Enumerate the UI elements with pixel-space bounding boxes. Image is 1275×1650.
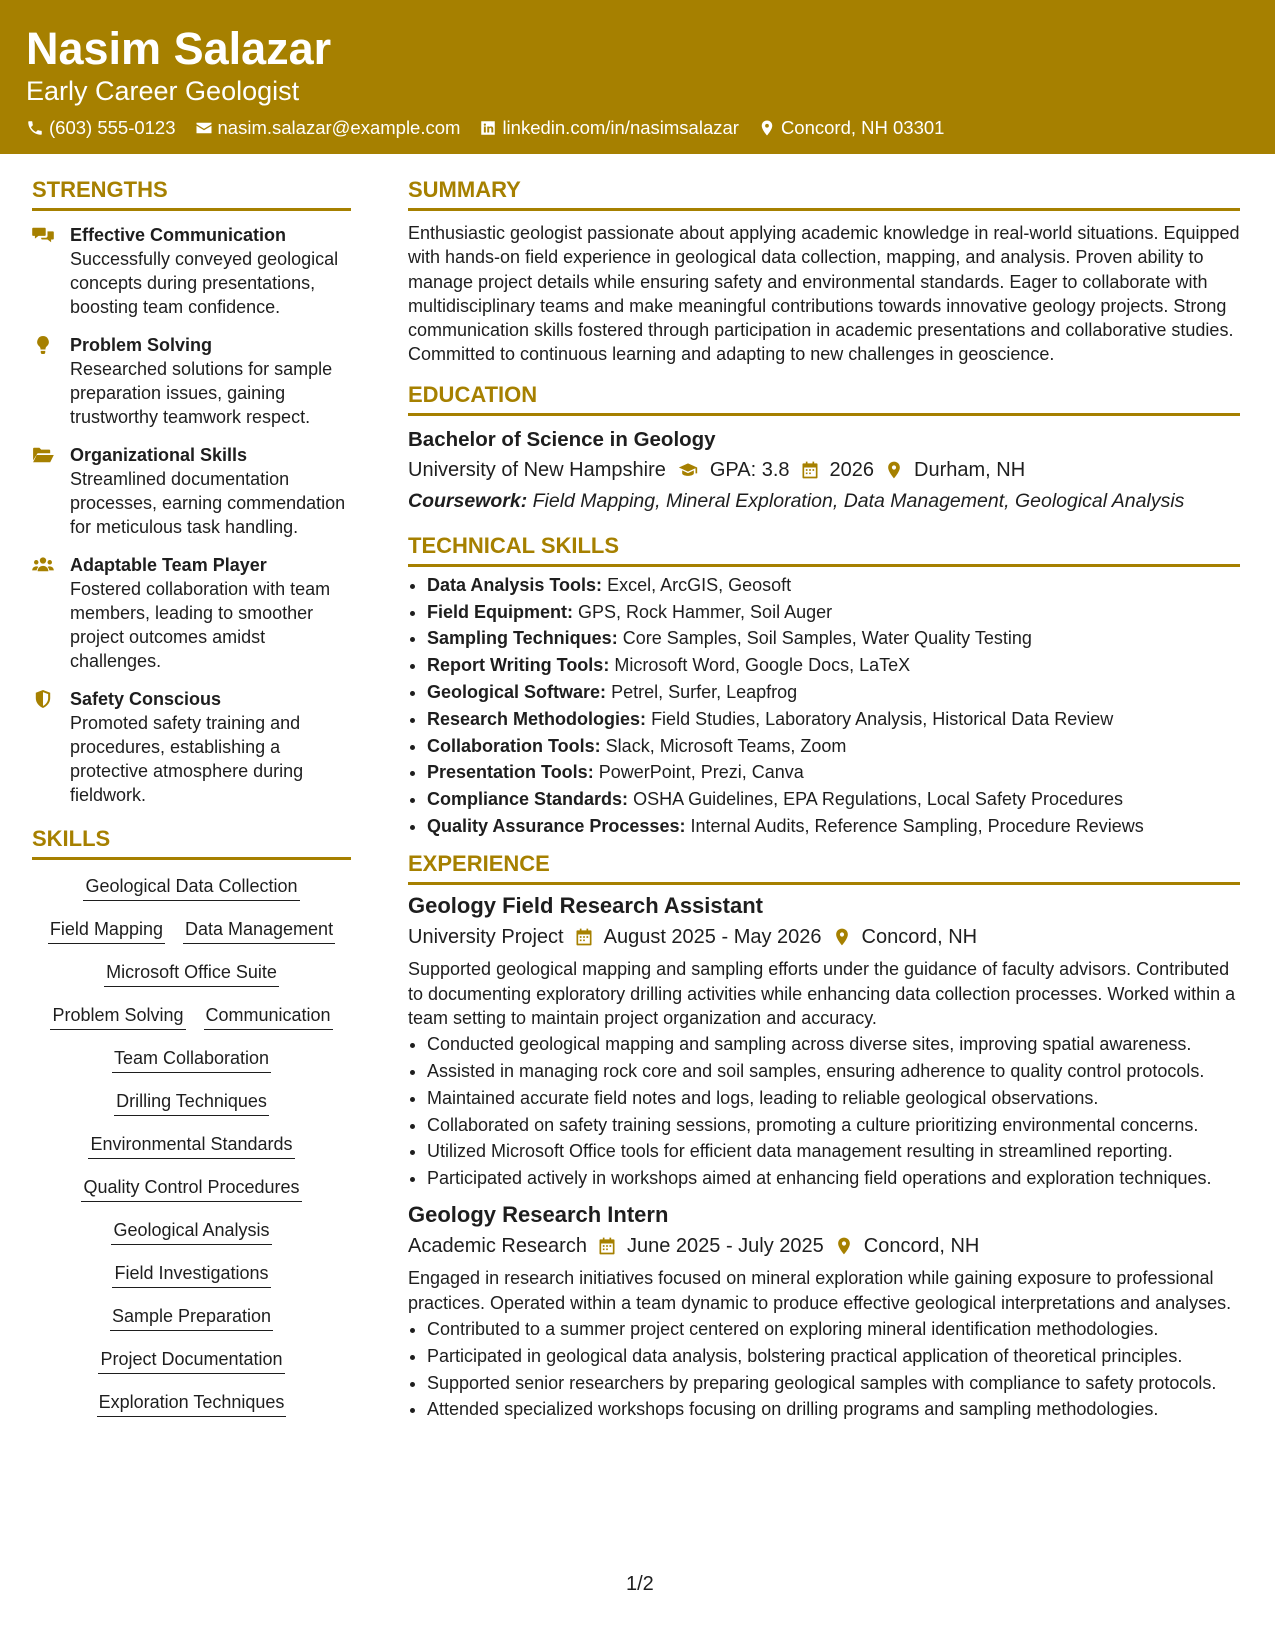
tech-skill-item: • Geological Software: Petrel, Surfer, Leapfrog	[427, 680, 1240, 704]
job-bullet: • Utilized Microsoft Office tools for efficient data management resulting in streamlined reporting.	[427, 1139, 1240, 1163]
shield-icon	[32, 690, 54, 708]
job-title: Geology Field Research Assistant	[408, 893, 763, 919]
strength-title: Adaptable Team Player	[70, 555, 267, 575]
summary-text: Enthusiastic geologist passionate about applying academic knowledge in real-world situations. Equipped with hands-on field experience in geological data collection, mapping, and analysis. Proven ability to manage project details while ensuring safety and environmental standards. Eager to collaborate with multidisciplinary teams and make meaningful contributions towards innovative geology projects. Strong communication skills fostered through participation in academic presentations and collaborative studies. Committed to continuous learning and adapting to new challenges in geoscience.	[408, 223, 1240, 365]
technical-skills-list	[408, 573, 1240, 838]
tech-skill-item: • Research Methodologies: Field Studies, Laboratory Analysis, Historical Data Review	[427, 707, 1240, 731]
tech-skill-item: • Sampling Techniques: Core Samples, Soil Samples, Water Quality Testing	[427, 626, 1240, 650]
strength-title: Safety Conscious	[70, 689, 222, 709]
tech-skill-item: • Field Equipment: GPS, Rock Hammer, Soil Auger	[427, 600, 1240, 624]
candidate-role: Early Career Geologist	[26, 76, 300, 106]
education-heading: EDUCATION	[408, 381, 1240, 416]
comments-icon	[32, 226, 54, 244]
candidate-name: Nasim Salazar	[26, 23, 332, 74]
job-meta	[408, 1230, 1240, 1262]
job-org: Academic Research	[408, 1235, 587, 1258]
skill-tag: Team Collaboration	[112, 1046, 271, 1073]
strength-item	[32, 443, 351, 539]
strength-title: Problem Solving	[70, 335, 213, 355]
strength-desc: Successfully conveyed geological concepts during presentations, boosting team confidence.	[70, 249, 339, 317]
school-location: Durham, NH	[914, 458, 1026, 481]
envelope-icon	[195, 119, 213, 137]
job-bullets	[408, 1032, 1240, 1190]
skill-tag: Geological Analysis	[111, 1218, 271, 1245]
job-bullets	[408, 1317, 1240, 1422]
skill-tag: Drilling Techniques	[114, 1089, 269, 1116]
strengths-heading: STRENGTHS	[32, 176, 351, 211]
phone-icon	[26, 119, 44, 137]
left-column	[32, 176, 351, 1417]
contact-email[interactable]	[195, 116, 461, 140]
skill-tag: Microsoft Office Suite	[104, 960, 279, 987]
coursework-list: Field Mapping, Mineral Exploration, Data Management, Geological Analysis	[532, 489, 1185, 512]
job-location: Concord, NH	[861, 926, 978, 949]
location-text: Concord, NH 03301	[780, 117, 945, 138]
strength-desc: Fostered collaboration with team members, leading to smoother project outcomes amidst challenges.	[70, 579, 331, 671]
skills-heading: SKILLS	[32, 825, 351, 860]
experience-heading: EXPERIENCE	[408, 850, 1240, 885]
calendar-icon	[597, 1236, 617, 1256]
strength-desc: Streamlined documentation processes, earning commendation for meticulous task handling.	[70, 469, 346, 537]
strengths-list	[32, 221, 351, 807]
strength-title: Effective Communication	[70, 225, 287, 245]
job-description: Supported geological mapping and sampling efforts under the guidance of faculty advisors. Contributed to documenting exploratory drilling activities while enhancing data collection processes. Worked within a team setting to maintain project organization and accuracy.	[408, 959, 1236, 1028]
gpa-text: GPA: 3.8	[709, 458, 790, 481]
job-dates: June 2025 - July 2025	[626, 1235, 824, 1258]
map-pin-icon	[884, 460, 904, 480]
lightbulb-icon	[32, 336, 54, 354]
degree-title: Bachelor of Science in Geology	[408, 427, 716, 451]
coursework-line	[408, 486, 1240, 516]
job-bullet: • Conducted geological mapping and sampling across diverse sites, improving spatial awareness.	[427, 1032, 1240, 1056]
strength-title: Organizational Skills	[70, 445, 248, 465]
skill-tag: Field Investigations	[112, 1261, 270, 1288]
job-dates: August 2025 - May 2026	[603, 926, 822, 949]
job-bullet: • Attended specialized workshops focusing on drilling programs and sampling methodologies.	[427, 1397, 1240, 1421]
job-description: Engaged in research initiatives focused on mineral exploration while gaining exposure to professional practices. Operated within a team dynamic to produce effective geological interpretations and analyses.	[408, 1268, 1232, 1313]
linkedin-text: linkedin.com/in/nasimsalazar	[502, 117, 739, 138]
tech-skill-item: • Report Writing Tools: Microsoft Word, Google Docs, LaTeX	[427, 653, 1240, 677]
school-name: University of New Hampshire	[408, 458, 666, 481]
skill-tag: Exploration Techniques	[97, 1390, 287, 1417]
calendar-icon	[574, 927, 594, 947]
job-entry	[408, 891, 1240, 1190]
map-pin-icon	[758, 119, 776, 137]
job-meta	[408, 921, 1240, 953]
summary-heading: SUMMARY	[408, 176, 1240, 211]
folder-open-icon	[32, 446, 54, 464]
education-meta	[408, 454, 1240, 486]
job-bullet: • Assisted in managing rock core and soil samples, ensuring adherence to quality control protocols.	[427, 1059, 1240, 1083]
graduation-year: 2026	[829, 458, 875, 481]
strength-item	[32, 553, 351, 673]
job-bullet: • Supported senior researchers by preparing geological samples with compliance to safety protocols.	[427, 1371, 1240, 1395]
strength-item	[32, 687, 351, 807]
tech-skill-item: • Data Analysis Tools: Excel, ArcGIS, Geosoft	[427, 573, 1240, 597]
skill-tag: Communication	[204, 1003, 333, 1030]
job-bullet: • Maintained accurate field notes and logs, leading to reliable geological observations.	[427, 1086, 1240, 1110]
tech-skill-item: • Quality Assurance Processes: Internal Audits, Reference Sampling, Procedure Reviews	[427, 814, 1240, 838]
skill-tag: Field Mapping	[48, 917, 165, 944]
contact-linkedin[interactable]	[479, 116, 739, 140]
phone-text: (603) 555-0123	[49, 117, 176, 138]
job-title: Geology Research Intern	[408, 1202, 669, 1228]
skill-tag: Data Management	[183, 917, 335, 944]
page-indicator: 1/2	[626, 1573, 654, 1595]
contact-phone[interactable]	[26, 116, 176, 140]
resume-header	[0, 0, 1275, 154]
linkedin-icon	[479, 119, 497, 137]
skills-list	[32, 870, 351, 1417]
skill-tag: Geological Data Collection	[83, 874, 299, 901]
graduation-cap-icon	[676, 460, 700, 480]
strength-desc: Researched solutions for sample preparation issues, gaining trustworthy teamwork respect.	[70, 359, 333, 427]
tech-skill-item: • Compliance Standards: OSHA Guidelines, EPA Regulations, Local Safety Procedures	[427, 787, 1240, 811]
skill-tag: Quality Control Procedures	[81, 1175, 301, 1202]
strength-item	[32, 223, 351, 319]
job-entry	[408, 1200, 1240, 1421]
strength-desc: Promoted safety training and procedures, establishing a protective atmosphere during fieldwork.	[70, 713, 304, 805]
job-bullet: • Participated actively in workshops aimed at enhancing field operations and exploration techniques.	[427, 1166, 1240, 1190]
calendar-icon	[800, 460, 820, 480]
skill-tag: Sample Preparation	[110, 1304, 273, 1331]
tech-skill-item: • Collaboration Tools: Slack, Microsoft Teams, Zoom	[427, 734, 1240, 758]
job-org: University Project	[408, 926, 564, 949]
users-icon	[32, 556, 54, 574]
skill-tag: Problem Solving	[50, 1003, 185, 1030]
skill-tag: Environmental Standards	[88, 1132, 294, 1159]
map-pin-icon	[834, 1236, 854, 1256]
right-column	[408, 176, 1240, 1424]
job-location: Concord, NH	[863, 1235, 980, 1258]
job-bullet: • Collaborated on safety training sessions, promoting a culture prioritizing environmental concerns.	[427, 1113, 1240, 1137]
skill-tag: Project Documentation	[98, 1347, 284, 1374]
contact-bar	[26, 116, 944, 140]
technical-skills-heading: TECHNICAL SKILLS	[408, 532, 1240, 567]
contact-location	[758, 116, 945, 140]
map-pin-icon	[832, 927, 852, 947]
email-text: nasim.salazar@example.com	[217, 117, 461, 138]
coursework-label: Coursework:	[408, 489, 528, 512]
strength-item	[32, 333, 351, 429]
job-bullet: • Contributed to a summer project centered on exploring mineral identification methodologies.	[427, 1317, 1240, 1341]
tech-skill-item: • Presentation Tools: PowerPoint, Prezi, Canva	[427, 760, 1240, 784]
job-bullet: • Participated in geological data analysis, bolstering practical application of theoretical principles.	[427, 1344, 1240, 1368]
